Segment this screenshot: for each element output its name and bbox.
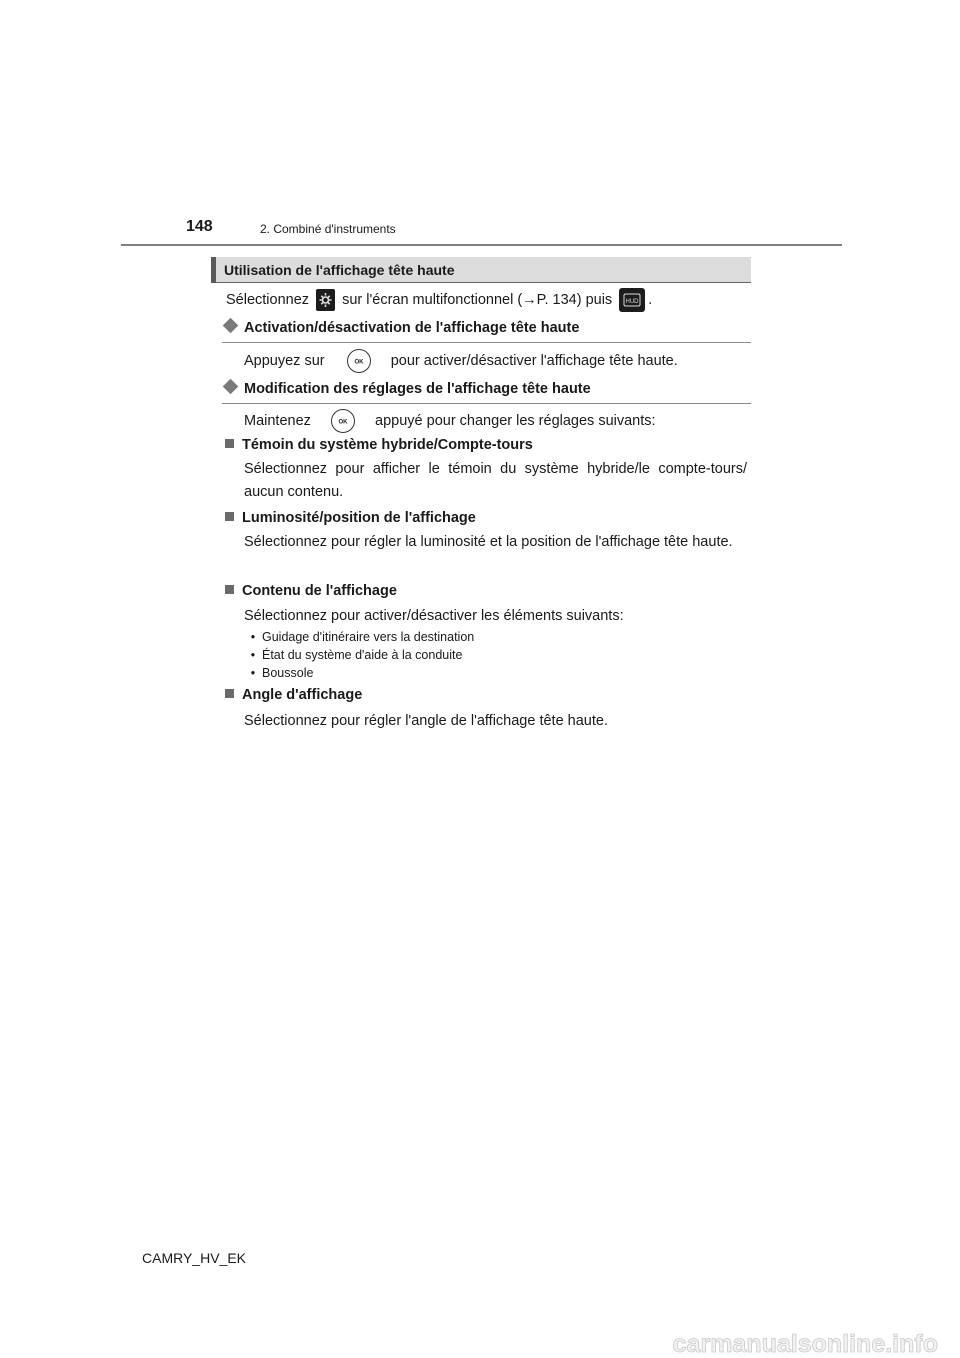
settings-gear-icon [316,289,335,311]
item-hybrid-indicator-heading [222,437,533,453]
chapter-title: 2. Combiné d'instruments [260,222,396,236]
list-item-text: Boussole [262,666,314,680]
square-bullet-icon [225,512,234,521]
intro-line [226,288,652,312]
document-code: CAMRY_HV_EK [142,1250,247,1266]
ok-button-label: OK [338,419,348,426]
square-bullet-icon [225,585,234,594]
section-title: Utilisation de l'affichage tête haute [224,262,455,278]
list-item: • État du système d'aide à la conduite [250,648,463,662]
list-item: • Guidage d'itinéraire vers la destination [250,630,475,644]
intro-text-before: Sélectionnez [226,291,310,308]
subsection-activation [222,320,751,343]
square-bullet-icon [225,439,234,448]
page-reference: P. 134) puis [536,291,613,308]
activation-text-after: pour activer/désactiver l'affichage tête haute. [390,352,678,369]
ok-button-label: OK [354,359,364,366]
item-display-angle-text: Sélectionnez pour régler l'angle de l'affichage tête haute. [244,713,608,729]
ok-button-icon [331,409,355,433]
settings-text-before: Maintenez [244,412,311,429]
intro-text-end: . [648,291,653,308]
activation-instruction [244,349,678,373]
display-content-bullet-list [244,628,474,682]
item-display-content-heading [222,583,397,599]
section-header [211,257,751,283]
subsection-settings [222,381,751,404]
watermark-text: carmanualsonline.info [672,1330,938,1358]
section-header-edge [211,257,216,283]
settings-instruction [244,409,656,433]
item-hybrid-indicator-title: Témoin du système hybride/Compte-tours [242,437,533,453]
subsection-settings-title: Modification des réglages de l'affichage tête haute [244,381,591,397]
hud-icon-label: HUD [625,299,639,305]
item-brightness-text: Sélectionnez pour régler la luminosité et la position de l'affichage tête haute. [244,534,733,550]
item-display-angle-title: Angle d'affichage [242,687,363,703]
list-item: • Boussole [250,666,314,680]
ok-button-icon [347,349,371,373]
item-brightness-heading [222,510,476,526]
item-brightness-title: Luminosité/position de l'affichage [242,510,476,526]
list-item-text: Guidage d'itinéraire vers la destination [262,630,475,644]
settings-text-after: appuyé pour changer les réglages suivants: [375,412,656,429]
square-bullet-icon [225,689,234,698]
list-item-text: État du système d'aide à la conduite [262,648,463,662]
item-hybrid-indicator-text: Sélectionnez pour afficher le témoin du système hybride/le compte-tours/ aucun contenu. [244,461,747,500]
item-display-angle-heading [222,687,362,703]
hud-icon [619,288,645,312]
header-divider [121,244,842,246]
diamond-bullet-icon [223,318,239,334]
diamond-bullet-icon [223,379,239,395]
page-number: 148 [186,218,213,235]
intro-text-middle: sur l'écran multifonctionnel ( [342,291,523,308]
activation-text-before: Appuyez sur [244,352,325,369]
item-display-content-title: Contenu de l'affichage [242,583,397,599]
subsection-activation-title: Activation/désactivation de l'affichage tête haute [244,320,580,336]
reference-arrow: → [522,291,537,308]
item-display-content-text: Sélectionnez pour activer/désactiver les éléments suivants: [244,608,624,624]
